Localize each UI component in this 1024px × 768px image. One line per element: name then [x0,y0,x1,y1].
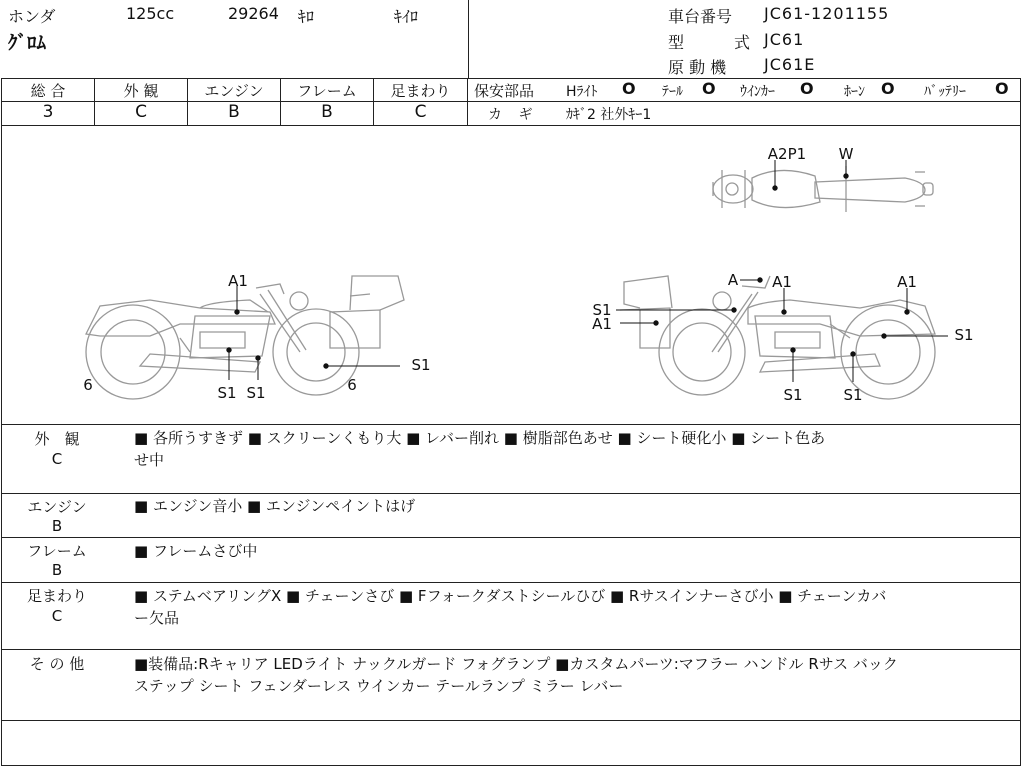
safety-item-status: O [800,79,814,98]
section-divider [1,720,1021,721]
label-a2p1: A2P1 [767,145,807,163]
label-left-s1a: S1 [217,384,237,402]
section-label-other: そ の 他 [29,655,85,673]
grade-label-suspension: 足まわり [390,82,451,100]
grade-value-frame: B [321,102,333,122]
section-divider [1,493,1021,494]
section-label-frame: フレーム [27,542,87,560]
label-right-a1b: A1 [897,273,917,291]
label-left-a1: A1 [228,272,248,290]
header-divider [468,0,469,78]
safety-item-status: O [622,79,636,98]
key-label: カ ギ [488,107,539,123]
displacement: 125cc [126,4,175,23]
section-divider [1,649,1021,650]
safety-title: 保安部品 [474,82,535,100]
bike-right-view [620,276,935,399]
damage-diagram [0,126,1024,424]
section-label-engine: エンジン [27,498,87,516]
label-right-s1b: S1 [954,326,974,344]
section-text-other: ■装備品:Rキャリア LEDライト ナックルガード フォグランプ ■カスタムパーツ:マフラー ハンドル Rサス バック [134,655,898,673]
section-grade-frame: B [51,561,63,579]
label-left-s1c: S1 [411,356,431,374]
grade-col-divider [467,78,468,126]
maker: ホンダ [8,7,56,26]
bike-top-view [713,166,933,212]
type-label-1: 型 [668,33,685,52]
grade-value-exterior: C [135,102,147,122]
grade-value-overall: 3 [42,102,54,122]
section-text-suspension: ■ ステムベアリングX ■ チェーンさび ■ Fフォークダストシールひび ■ Rサスインナーさび小 ■ チェーンカバ [134,587,887,605]
label-right-a1a: A1 [772,273,792,291]
grade-label-frame: フレーム [297,82,357,100]
safety-item-status: O [702,79,716,98]
grade-value-suspension: C [414,102,427,122]
section-text-frame: ■ フレームさび中 [134,542,258,560]
label-right-s1d: S1 [843,386,863,404]
grade-label-engine: エンジン [204,82,264,100]
key-value: ｶｷﾞ2 社外ｷｰ1 [566,107,652,123]
mileage-unit: ｷﾛ [298,7,315,26]
label-right-s1a: S1 [592,301,612,319]
safety-item-label: ﾃｰﾙ [662,84,683,100]
engine-value: JC61E [764,55,816,74]
label-right-s1c: S1 [783,386,803,404]
section-label-suspension: 足まわり [26,587,87,605]
type-value: JC61 [764,30,805,49]
safety-item-status: O [995,79,1009,98]
grade-value-engine: B [228,102,240,122]
section-divider [1,537,1021,538]
safety-item-label: ｳｲﾝｶｰ [740,84,775,100]
engine-label: 原 動 機 [668,58,727,77]
mileage-value: 29264 [228,4,279,23]
label-w: W [838,145,854,163]
safety-item-label: Hﾗｲﾄ [566,84,598,100]
section-grade-suspension: C [51,607,63,625]
section-text-engine: ■ エンジン音小 ■ エンジンペイントはげ [134,497,416,515]
color: ｷｲﾛ [394,7,419,26]
safety-item-label: ﾊﾞｯﾃﾘｰ [924,84,966,100]
safety-item-label: ﾎｰﾝ [844,84,865,100]
section-label-exterior: 外 観 [34,430,80,448]
label-left-6b: 6 [347,376,357,394]
diagram-bottom [1,424,1021,425]
grade-label-overall: 総 合 [30,82,66,100]
section-grade-exterior: C [51,450,63,468]
section-text-exterior: ■ 各所うすきず ■ スクリーンくもり大 ■ レバー削れ ■ 樹脂部色あせ ■ シート硬化小 ■ シート色あ [134,429,826,447]
model-name: ｸﾞﾛﾑ [8,32,47,54]
type-label-2: 式 [734,33,751,52]
frame-no-label: 車台番号 [668,7,733,26]
safety-item-status: O [881,79,895,98]
section-grade-engine: B [51,517,63,535]
section-text-other-cont: ステップ シート フェンダーレス ウインカー テールランプ ミラー レバー [134,677,624,695]
section-text-suspension-cont: ー欠品 [134,609,180,627]
safety-row-divider [468,101,1021,102]
label-right-a1c: A1 [592,315,612,333]
frame-no: JC61-1201155 [764,4,890,23]
section-text-exterior-cont: せ中 [134,451,165,469]
label-right-a: A [727,271,739,289]
section-divider [1,582,1021,583]
grade-label-exterior: 外 観 [123,82,159,100]
label-left-s1b: S1 [246,384,266,402]
label-left-6a: 6 [83,376,93,394]
